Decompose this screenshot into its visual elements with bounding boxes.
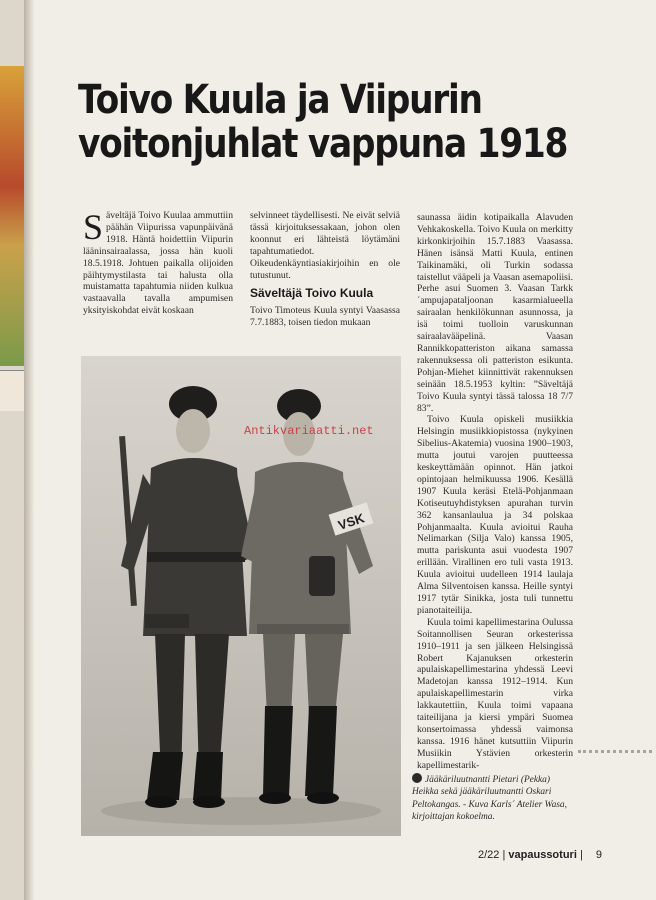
column-3-paragraph-3: Kuula toimi kapellimestarina Oulussa Soitannollisen Seuran orkesterissa 1910–1911 ja sen jälkeen Helsingissä Robert Kajanuksen orkesterin apulaiskapellimestarina yhdessä Leevi Madetojan kanssa 1912–1914. Kun apulaiskapellimestarin virka lakkautettiin, Kuula toimi vapaana taiteilijana ja kiersi ympäri Suomea konsertoimassa yhdessä vaimonsa kanssa. 1916 hänet kutsuttiin Viipurin Musiikin Ystävien orkesterin kapellimestarik-: [417, 616, 573, 771]
page-footer: 2/22 | vapaussoturi | 9: [478, 849, 602, 861]
article-column-2: [250, 210, 400, 329]
title-line-2: voitonjuhlat vappuna 1918: [78, 121, 568, 167]
dotted-rule: [578, 750, 652, 753]
article-title: [78, 77, 568, 167]
title-line-1: Toivo Kuula ja Viipurin: [78, 77, 482, 123]
previous-page-edge: [0, 0, 34, 900]
previous-page-illustration: [0, 66, 26, 366]
caption-text: Jääkäriluutnantti Pietari (Pekka) Heikka sekä jääkäriluutnantti Oskari Peltokangas. - Kuva Karls´ Atelier Wasa, kirjoittajan kokoelma.: [412, 775, 567, 823]
column-2-paragraph-1: selvinneet täydellisesti. Ne eivät selviä tässä kirjoituksessakaan, johon olen koonnut eri lähteistä löytämäni tapahtumatiedot. Oikeudenkäyntiasiakirjoihin en ole tutustunut.: [250, 210, 400, 281]
armband-text: VSK: [336, 510, 367, 533]
magazine-name: vapaussoturi: [508, 849, 577, 861]
photo-caption: [412, 773, 572, 824]
camera-icon: [412, 773, 422, 783]
column-3-paragraph-1: saunassa äidin kotipaikalla Alavuden Vehkakoskella. Toivo Kuula on merkitty kirkonkirjoihin 15.7.1883 Vaasassa. Hänen isänsä Matti Kuula, entinen Taikinamäki, oli Turkin sodassa taistellut vääpeli ja Vaasan asemapoliisi. Perhe asui Suomen 3. Vaasan Tarkk´ampujapataljoonan kasarmialueella sairaalan henkilökunnan asunnossa, ja isä toimi tuolloin varuskunnan sairaalavääpelinä. Vaasan Rannikkopatteriston aikana samassa rakennuksessa oli patteriston esikunta. Pohjan-Miehet kiinnittivät rakennuksen seinään 18.5.1953 kyltin: ”Säveltäjä Toivo Kuula syntyi tässä talossa 18 7/7 83”.: [417, 212, 573, 414]
page-number: 9: [595, 849, 602, 861]
column-3-paragraph-2: Toivo Kuula opiskeli musiikkia Helsingin musiikkiopistossa (nykyinen Sibelius-Akatemia) vuosina 1900–1903, mutta joutui varojen puutteessa keskeyttämään opinnot. Hän jatkoi opintojaan helmikuussa 1906. Kesällä 1907 Kuula keräsi Etelä-Pohjanmaan Kotiseutuyhdistyksen apurahan turvin 362 kansanlaulua ja 34 polskaa Pohjanmaalta. Kuula avioitui Rauha Nelimarkan (Silja Valo) kanssa 1905, mutta pariskunta asui vuodesta 1907 erillään. Virallinen ero tuli vasta 1913. Kuula avioitui uudelleen 1914 laulaja Alma Silventoisen kanssa. Heille syntyi 1917 tytär Sinikka, josta tuli tunnettu pianotaiteilija.: [417, 414, 573, 616]
watermark: Antikvariaatti.net: [244, 424, 374, 438]
drop-cap: S: [83, 207, 104, 247]
previous-page-sheet-music: [0, 370, 24, 411]
column-2-paragraph-2: Toivo Timoteus Kuula syntyi Vaasassa 7.7.1883, toisen tiedon mukaan: [250, 305, 400, 329]
article-column-3: [417, 212, 573, 772]
section-subheading: Säveltäjä Toivo Kuula: [250, 286, 374, 301]
column-1-paragraph: äveltäjä Toivo Kuulaa ammuttiin päähän Viipurissa vapunpäivänä 1918. Häntä hoidettiin Viipurin lääninsairaalassa, jossa hän kuoli 18.5.1918. Johtuen paikalla olijoiden päihtymystilasta tai halusta olla muistamatta tapahtumia niiden kulkua vastaavalla tavalla ampumisen yksityiskohdat eivät koskaan: [83, 210, 233, 317]
page-gutter-shadow: [24, 0, 34, 900]
article-column-1: [83, 207, 233, 317]
issue-number: 2/22: [478, 849, 500, 861]
